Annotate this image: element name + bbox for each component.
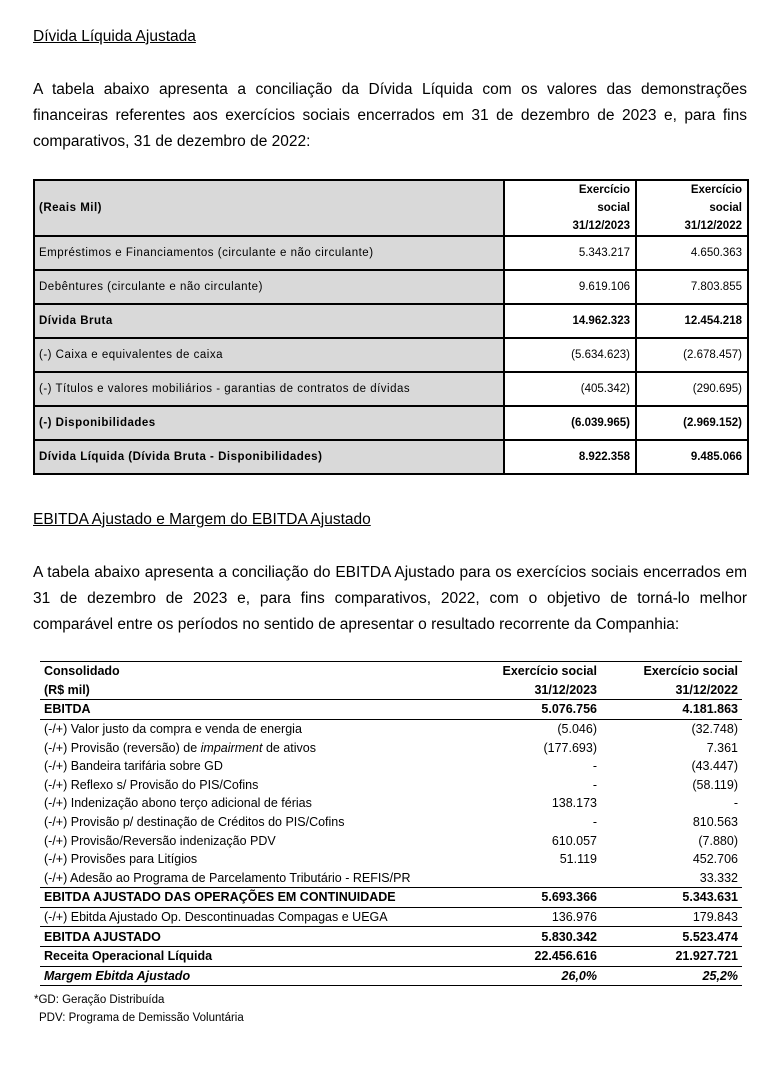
section-heading-divida-liquida: Dívida Líquida Ajustada (33, 28, 196, 45)
table-row: (-/+) Reflexo s/ Provisão do PIS/Cofins - (58.119) (44, 777, 738, 792)
table-row: Debêntures (circulante e não circulante) 9.619.106 7.803.855 (34, 270, 748, 304)
table-row: (-/+) Ebitda Ajustado Op. Descontinuadas Compagas e UEGA 136.976 179.843 (40, 907, 742, 927)
table-header-row (34, 180, 748, 236)
table-row: (-/+) Provisão p/ destinação de Créditos do PIS/Cofins - 810.563 (44, 815, 738, 830)
table-row-total: Dívida Bruta 14.962.323 12.454.218 (34, 304, 748, 338)
table-row: (-/+) Provisão (reversão) de impairment de ativos (177.693) 7.361 (44, 740, 738, 755)
table-row: (-) Caixa e equivalentes de caixa (5.634.623) (2.678.457) (34, 338, 748, 372)
table-row: (-/+) Provisões para Litígios 51.119 452.706 (44, 852, 738, 867)
header-col-2022: Exercício social 31/12/2022 (636, 180, 748, 236)
header-col-2023: Exercício social 31/12/2023 (504, 180, 636, 236)
footnote-pdv: PDV: Programa de Demissão Voluntária (39, 1012, 244, 1024)
table-row-total: EBITDA AJUSTADO DAS OPERAÇÕES EM CONTINUIDADE 5.693.366 5.343.631 (40, 888, 742, 908)
divida-liquida-table (33, 179, 749, 475)
table-row-total: Dívida Líquida (Dívida Bruta - Disponibilidades) 8.922.358 9.485.066 (34, 440, 748, 474)
table-row-total: EBITDA AJUSTADO 5.830.342 5.523.474 (40, 927, 742, 947)
table-row: (-/+) Valor justo da compra e venda de energia (5.046) (32.748) (44, 722, 738, 737)
table-row: Receita Operacional Líquida 22.456.616 21.927.721 (40, 946, 742, 966)
table-row-margin: Margem Ebitda Ajustado 26,0% 25,2% (40, 966, 742, 986)
table-row-total: EBITDA 5.076.756 4.181.863 (40, 700, 742, 720)
section-heading-ebitda: EBITDA Ajustado e Margem do EBITDA Ajustado (33, 511, 371, 528)
table-header-row: (R$ mil) 31/12/2023 31/12/2022 (40, 681, 742, 700)
table-row: (-/+) Indenização abono terço adicional de férias 138.173 - (44, 796, 738, 811)
header-label: (Reais Mil) (34, 180, 504, 236)
table-header-row: Consolidado Exercício social Exercício social (40, 662, 742, 681)
footnote-gd: *GD: Geração Distribuída (34, 994, 165, 1006)
ebitda-table (40, 661, 742, 986)
table-row-total: (-) Disponibilidades (6.039.965) (2.969.152) (34, 406, 748, 440)
intro-paragraph-ebitda: A tabela abaixo apresenta a conciliação do EBITDA Ajustado para os exercícios sociais encerrados em 31 de dezembro de 2023 e, para fins comparativos, 2022, com o objetivo de torná-lo melhor comparável entre os períodos no sentido de apresentar o resultado recorrente da Companhia: (33, 564, 747, 633)
table-row: (-/+) Bandeira tarifária sobre GD - (43.447) (44, 759, 738, 774)
table-row: (-) Títulos e valores mobiliários - garantias de contratos de dívidas (405.342) (290.695) (34, 372, 748, 406)
table-row: (-/+) Adesão ao Programa de Parcelamento Tributário - REFIS/PR 33.332 (40, 869, 742, 888)
intro-paragraph-divida: A tabela abaixo apresenta a conciliação da Dívida Líquida com os valores das demonstrações financeiras referentes aos exercícios sociais encerrados em 31 de dezembro de 2023 e, para fins comparativos, 31 de dezembro de 2022: (33, 81, 747, 150)
table-row: (-/+) Provisão/Reversão indenização PDV 610.057 (7.880) (44, 833, 738, 848)
table-row: Empréstimos e Financiamentos (circulante e não circulante) 5.343.217 4.650.363 (34, 236, 748, 270)
